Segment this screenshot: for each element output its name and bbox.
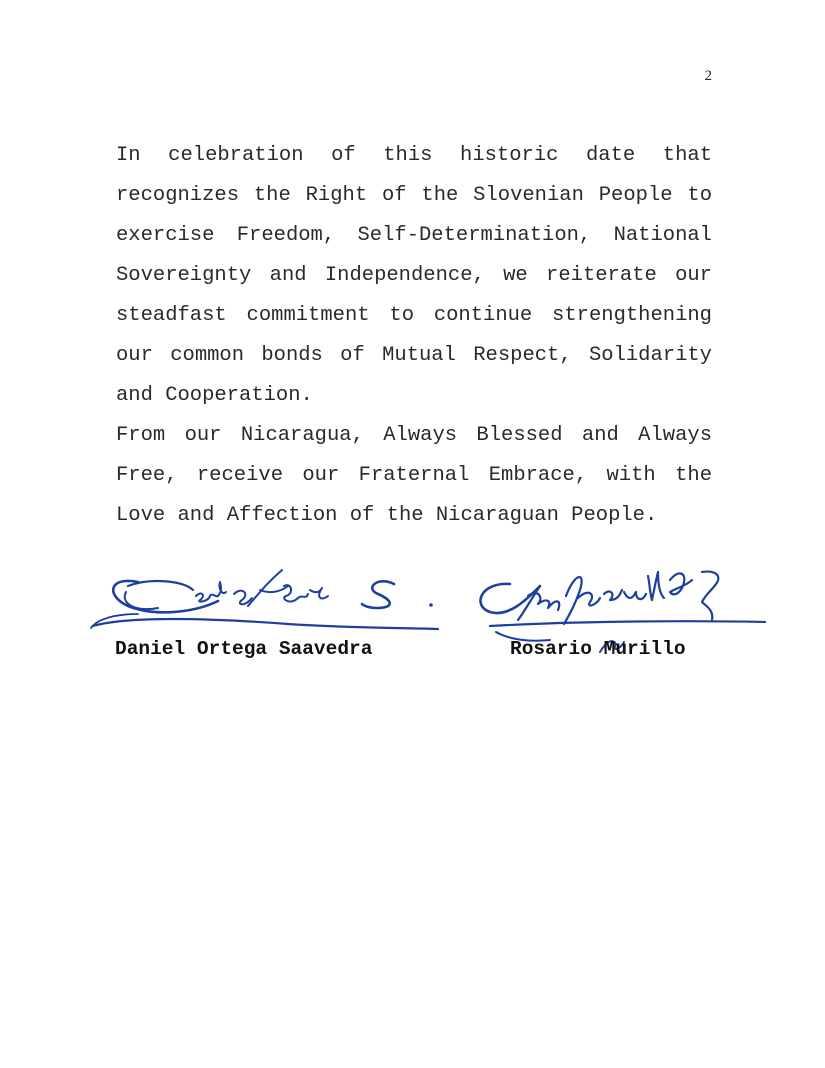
signature-block-left <box>88 556 448 666</box>
signer-name: Daniel Ortega Saavedra <box>115 638 373 660</box>
paragraph: From our Nicaragua, Always Blessed and Always Free, receive our Fraternal Embrace, with the Love and Affection of the Nicaraguan People. <box>116 424 712 527</box>
signature-daniel-ortega <box>88 556 448 636</box>
paragraph: In celebration of this historic date that recognizes the Right of the Slovenian People to exercise Freedom, Self-Determination, National Sovereignty and Independence, we reiterate our steadfast commitment to continue strengthening our common bonds of Mutual Respect, Solidarity and Cooperation. <box>116 144 712 407</box>
page-number: 2 <box>704 68 712 84</box>
signature-block-right <box>470 556 770 666</box>
signer-name: Rosario Murillo <box>510 638 686 660</box>
